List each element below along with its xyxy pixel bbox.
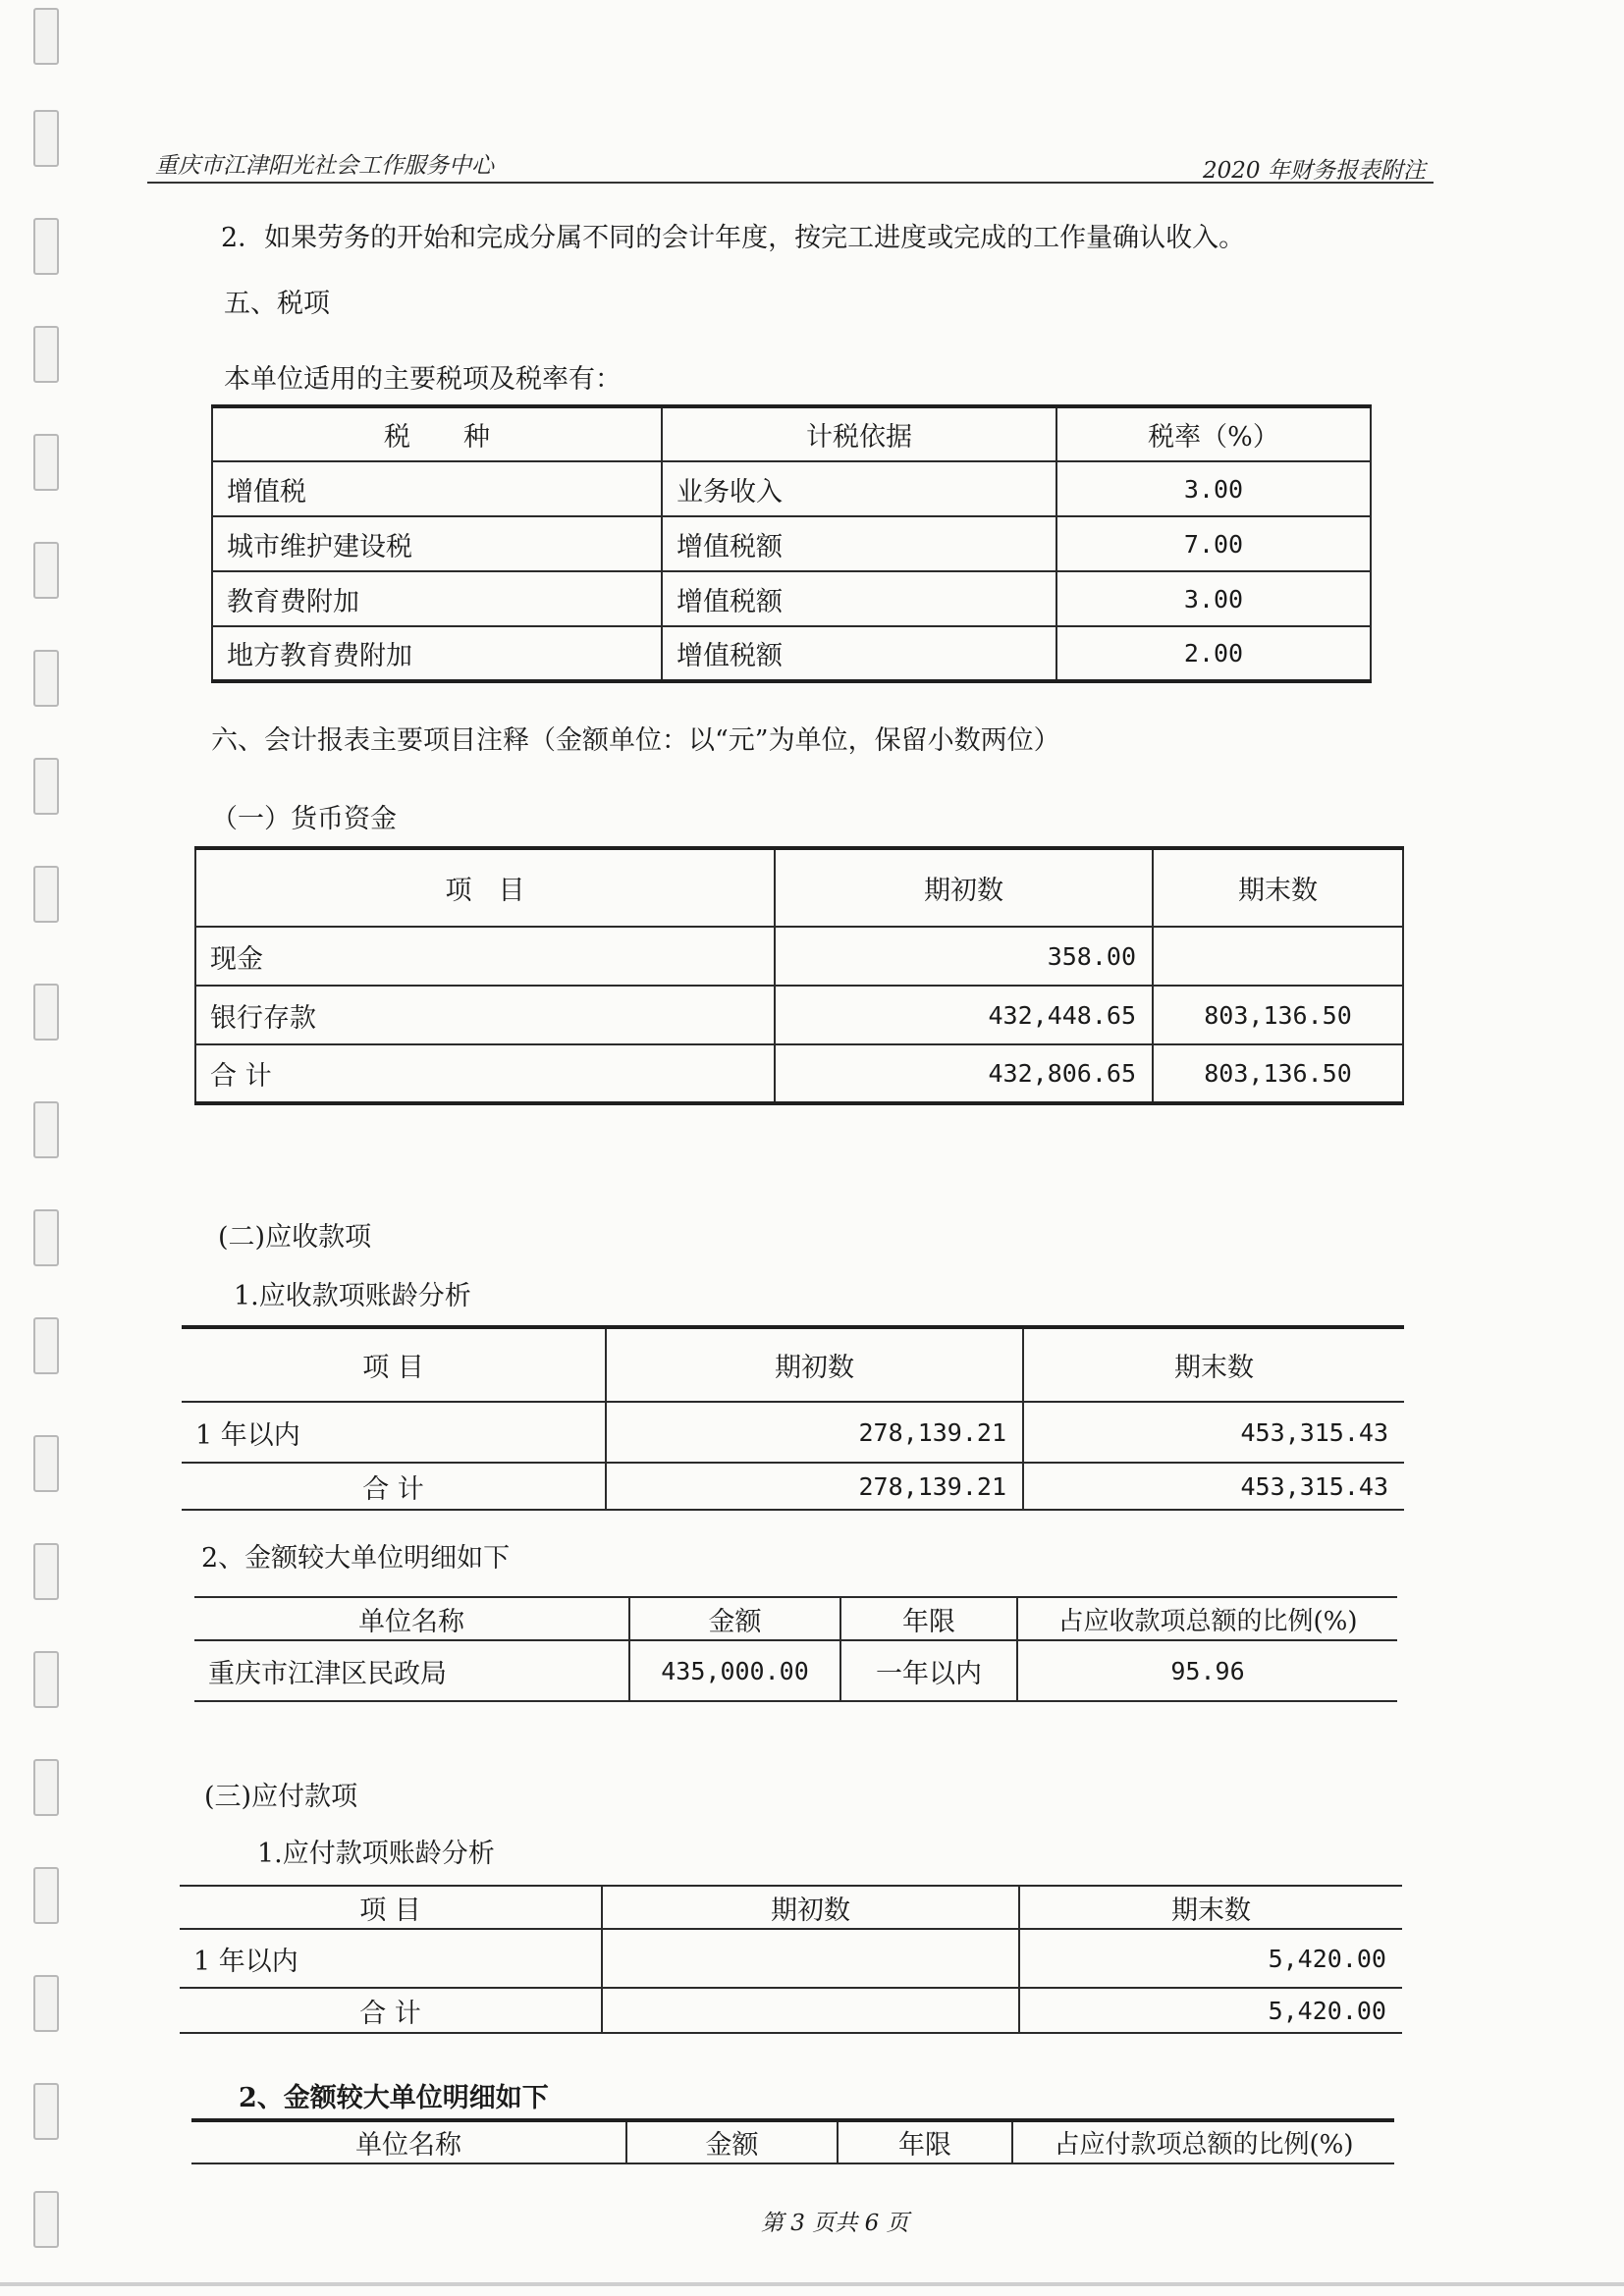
table-cell: 7.00 (1056, 516, 1371, 571)
table-cell: 业务收入 (662, 461, 1056, 516)
table-header-row (191, 2120, 1394, 2163)
table-cell: 重庆市江津区民政局 (194, 1640, 629, 1701)
binder-hole (33, 1759, 59, 1816)
table-header-row (212, 406, 1371, 461)
receivables-aging-title: 1.应收款项账龄分析 (234, 1281, 471, 1311)
table-cell: 95.96 (1017, 1640, 1397, 1701)
binder-hole (33, 2191, 59, 2248)
table-row (212, 516, 1371, 571)
table-header-cell: 计税依据 (662, 406, 1056, 461)
section-6-title: 六、会计报表主要项目注释（金额单位：以“元”为单位，保留小数两位） (211, 725, 1060, 756)
table-header-cell: 项 目 (182, 1327, 606, 1402)
binder-hole (33, 1543, 59, 1600)
table-cell: 合 计 (180, 1988, 602, 2033)
table-header-cell: 金额 (626, 2120, 838, 2163)
table-cell (1153, 927, 1403, 986)
binder-hole (33, 1867, 59, 1924)
table-cell: 3.00 (1056, 461, 1371, 516)
table-header-cell: 年限 (838, 2120, 1012, 2163)
table-cell: 增值税额 (662, 626, 1056, 681)
table-cell: 银行存款 (195, 986, 775, 1044)
payables-detail-title: 2、金额较大单位明细如下 (239, 2083, 549, 2113)
header-rule (147, 182, 1434, 184)
binder-hole (33, 2083, 59, 2140)
table-header-cell: 税率（%） (1056, 406, 1371, 461)
binder-hole (33, 866, 59, 923)
table-cell: 5,420.00 (1019, 1988, 1402, 2033)
table-row (182, 1402, 1404, 1463)
receivables-aging-table (182, 1325, 1404, 1511)
table-row (195, 1044, 1403, 1103)
table-cell: 教育费附加 (212, 571, 662, 626)
table-header-cell: 项 目 (195, 848, 775, 927)
table-header-cell: 期末数 (1153, 848, 1403, 927)
table-cell: 358.00 (775, 927, 1153, 986)
binder-hole (33, 8, 59, 65)
table-row (212, 461, 1371, 516)
table-cell: 5,420.00 (1019, 1929, 1402, 1988)
table-cell: 278,139.21 (606, 1402, 1023, 1463)
table-cell (602, 1929, 1019, 1988)
binder-hole (33, 1101, 59, 1158)
tax-table (211, 404, 1372, 683)
table-cell: 增值税额 (662, 571, 1056, 626)
table-header-cell: 占应收款项总额的比例(%) (1017, 1597, 1397, 1640)
binder-hole (33, 1975, 59, 2032)
table-header-cell: 期末数 (1023, 1327, 1404, 1402)
table-row (212, 571, 1371, 626)
table-header-row (194, 1597, 1397, 1640)
table-header-cell: 金额 (629, 1597, 840, 1640)
table-row (180, 1929, 1402, 1988)
binder-hole (33, 326, 59, 383)
table-cell: 432,448.65 (775, 986, 1153, 1044)
table-cell (602, 1988, 1019, 2033)
table-header-row (195, 848, 1403, 927)
table-header-cell: 单位名称 (194, 1597, 629, 1640)
table-header-cell: 期初数 (606, 1327, 1023, 1402)
table-cell: 城市维护建设税 (212, 516, 662, 571)
table-header-cell: 税 种 (212, 406, 662, 461)
cash-table (194, 846, 1404, 1105)
table-row (212, 626, 1371, 681)
table-cell: 435,000.00 (629, 1640, 840, 1701)
table-row (194, 1640, 1397, 1701)
table-cell: 803,136.50 (1153, 986, 1403, 1044)
table-cell: 地方教育费附加 (212, 626, 662, 681)
binder-hole (33, 650, 59, 707)
table-cell: 现金 (195, 927, 775, 986)
binder-hole (33, 758, 59, 815)
header-doc-title: 2020 年财务报表附注 (1203, 158, 1426, 184)
table-cell: 453,315.43 (1023, 1463, 1404, 1510)
binder-hole (33, 1435, 59, 1492)
table-row (195, 927, 1403, 986)
table-cell: 453,315.43 (1023, 1402, 1404, 1463)
paragraph-revenue-2: 2．如果劳务的开始和完成分属不同的会计年度，按完工进度或完成的工作量确认收入。 (221, 223, 1246, 253)
table-cell: 1 年以内 (182, 1402, 606, 1463)
receivables-title: (二)应收款项 (218, 1222, 372, 1253)
binder-hole (33, 542, 59, 599)
page-number: 第 3 页共 6 页 (761, 2211, 909, 2236)
payables-aging-table (180, 1885, 1402, 2034)
table-header-cell: 期末数 (1019, 1886, 1402, 1929)
binder-hole (33, 1317, 59, 1374)
table-header-cell: 项 目 (180, 1886, 602, 1929)
section-5-title: 五、税项 (224, 289, 330, 319)
table-cell: 一年以内 (840, 1640, 1017, 1701)
table-header-row (182, 1327, 1404, 1402)
table-cell: 合 计 (195, 1044, 775, 1103)
table-cell: 增值税 (212, 461, 662, 516)
scan-edge-rule (0, 2282, 1624, 2286)
payables-detail-table (191, 2118, 1394, 2164)
table-header-cell: 期初数 (602, 1886, 1019, 1929)
table-header-cell: 单位名称 (191, 2120, 626, 2163)
table-header-cell: 期初数 (775, 848, 1153, 927)
receivables-detail-title: 2、金额较大单位明细如下 (201, 1543, 511, 1574)
binder-hole (33, 434, 59, 491)
table-row (195, 986, 1403, 1044)
table-header-row (180, 1886, 1402, 1929)
cash-title: （一）货币资金 (211, 804, 397, 834)
table-row (180, 1988, 1402, 2033)
table-cell: 增值税额 (662, 516, 1056, 571)
table-cell: 3.00 (1056, 571, 1371, 626)
table-row (182, 1463, 1404, 1510)
table-cell: 278,139.21 (606, 1463, 1023, 1510)
tax-intro: 本单位适用的主要税项及税率有： (224, 364, 622, 395)
table-cell: 803,136.50 (1153, 1044, 1403, 1103)
payables-title: (三)应付款项 (204, 1782, 358, 1812)
table-cell: 432,806.65 (775, 1044, 1153, 1103)
header-org: 重庆市江津阳光社会工作服务中心 (155, 153, 494, 179)
table-cell: 2.00 (1056, 626, 1371, 681)
table-header-cell: 占应付款项总额的比例(%) (1012, 2120, 1394, 2163)
binder-hole (33, 984, 59, 1041)
receivables-detail-table (194, 1596, 1397, 1702)
binder-hole (33, 1209, 59, 1266)
binder-hole (33, 110, 59, 167)
binder-hole (33, 218, 59, 275)
table-header-cell: 年限 (840, 1597, 1017, 1640)
table-cell: 合 计 (182, 1463, 606, 1510)
payables-aging-title: 1.应付款项账龄分析 (257, 1839, 495, 1869)
table-cell: 1 年以内 (180, 1929, 602, 1988)
binder-hole (33, 1651, 59, 1708)
